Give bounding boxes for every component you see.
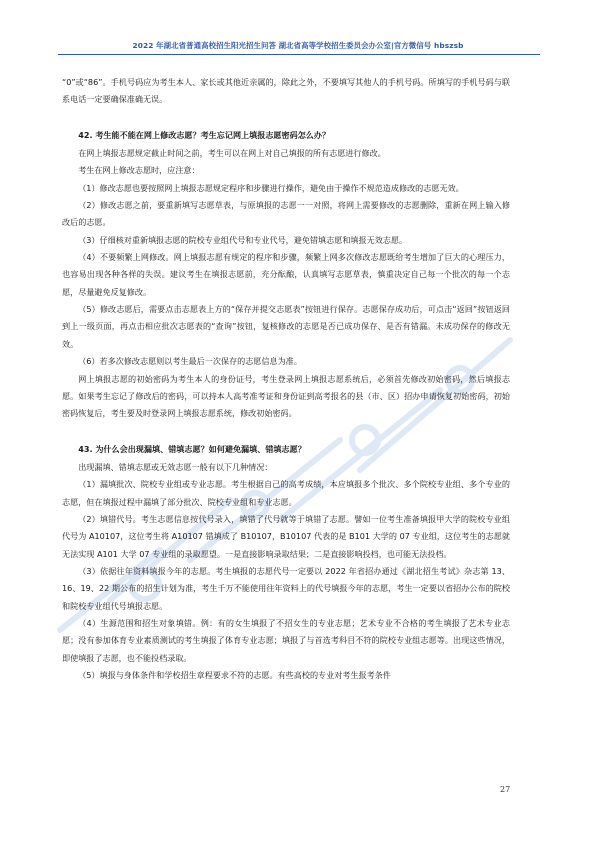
paragraph: （3）仔细核对重新填报志愿的院校专业组代号和专业代号，避免错填志愿和填报无效志愿。 — [78, 234, 408, 245]
paragraph: （1）漏填批次、院校专业组或专业志愿。考生根据自己的高考成绩，本应填报多个批次、多个院校专业组、多个专业的志愿，但在填报过程中漏填了部分批次、院校专业组和专业志愿。 — [62, 479, 510, 507]
paragraph: “0”或“86”。手机号码应为考生本人、家长或其他近亲属的，除此之外，不要填写其他人的手机号码。所填写的手机号码与联系电话一定要确保准确无误。 — [62, 77, 510, 105]
paragraph: （3）依据往年资料填报今年的志愿。考生填报的志愿代号一定要以 2022 年省招办通过《湖北招生考试》杂志第 13、16、19、22 期公布的招生计划为准，考生千万不能使用往年资料上的代号填报今年的志愿，考生一定要以省招办公布的院校和院校专业组代号填报志愿。 — [62, 565, 510, 611]
paragraph: （1）修改志愿也要按照网上填报志愿规定程序和步骤进行操作，避免由于操作不规范造成修改的志愿无效。 — [78, 182, 464, 193]
page-number: 27 — [500, 785, 511, 794]
paragraph: （4）生源范围和招生对象填错。例：有的女生填报了不招女生的专业志愿；艺术专业不合格的考生填报了艺术专业志愿；没有参加体育专业素质测试的考生填报了体育专业志愿；填报了与首选考科目不符的院校专业组志愿等。出现这些情况，即使填报了志愿，也不能投档录取。 — [62, 617, 510, 663]
paragraph: （6）若多次修改志愿则以考生最后一次保存的志愿信息为准。 — [78, 356, 302, 367]
paragraph: （5）修改志愿后，需要点击志愿表上方的“保存并提交志愿表”按钮进行保存。志愿保存成功后，可点击“返回”按钮返回到上一级页面，再点击相应批次志愿表的“查询”按钮，复核修改的志愿是否已成功保存、是否有错漏。未成功保存的修改无效。 — [62, 304, 510, 349]
paragraph: （2）修改志愿之前，要重新填写志愿草表，与原填报的志愿一一对照，将网上需要修改的志愿删除，重新在网上输入修改后的志愿。 — [62, 200, 510, 228]
paragraph: 考生在网上修改志愿时，应注意： — [78, 165, 200, 176]
paragraph: 出现漏填、错填志愿或无效志愿一般有以下几种情况： — [78, 461, 273, 472]
paragraph: （5）填报与身体条件和学校招生章程要求不符的志愿。有些高校的专业对考生报考条件 — [78, 670, 391, 680]
page-content — [62, 74, 510, 684]
question-42-title: 42. 考生能不能在网上修改志愿？考生忘记网上填报志愿密码怎么办？ — [78, 129, 331, 140]
paragraph: （2）填错代号。考生志愿信息按代号录入，填错了代号就等于填错了志愿。譬如一位考生准备填报甲大学的院校专业组代号为 A10107，这位考生将 A10107 错填成了 B10107，B10107 代表的是 B101 大学的 07 专业组，这位考生的志愿就无法实现 A101 大学 07 专业组的录取愿望。一是直接影响录取结果；二是直接影响投档，也可能无法投档。 — [62, 513, 510, 559]
header-rule — [58, 54, 540, 55]
paragraph: 网上填报志愿的初始密码为考生本人的身份证号，考生登录网上填报志愿系统后，必须首先修改初始密码，然后填报志愿。如果考生忘记了修改后的密码，可以持本人高考准考证和身份证到高考报名的县（市、区）招办申请恢复初始密码，初始密码恢复后，考生要及时登录网上填报志愿系统，修改初始密码。 — [62, 373, 510, 419]
paragraph: （4）不要频繁上网修改。网上填报志愿有规定的程序和步骤，频繁上网多次修改志愿既给考生增加了巨大的心理压力，也容易出现各种各样的失误。建议考生在填报志愿前，充分酝酿，认真填写志愿草表，慎重决定自己每一个批次的每一个志愿，尽量避免反复修改。 — [62, 252, 510, 297]
question-43-title: 43. 为什么会出现漏填、错填志愿？如何避免漏填、错填志愿？ — [78, 443, 306, 454]
running-header: 2022 年湖北省普通高校招生阳光招生问答 湖北省高等学校招生委员会办公室|官方微信号 hbszsb — [132, 41, 464, 50]
paragraph: 在网上填报志愿规定截止时间之前，考生可以在网上对自己填报的所有志愿进行修改。 — [78, 148, 386, 159]
